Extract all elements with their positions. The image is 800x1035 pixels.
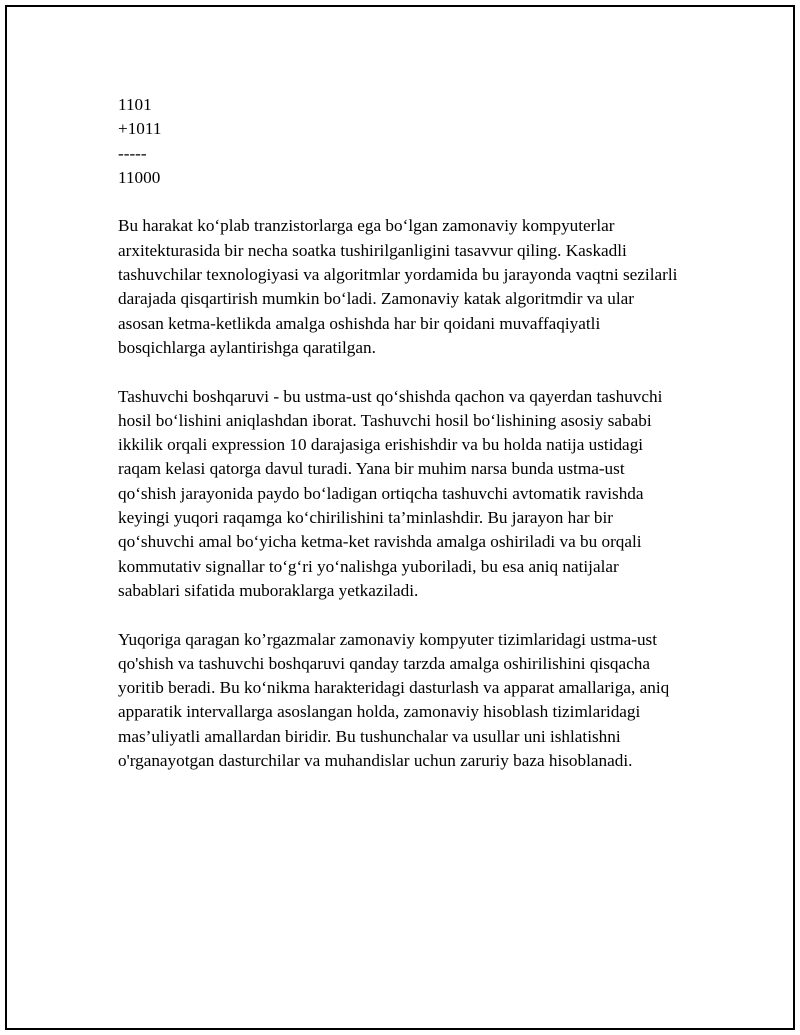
sum-divider: ----- [118, 143, 147, 163]
document-body [118, 93, 684, 798]
binary-addition-example [118, 93, 684, 190]
sum-result: 11000 [118, 167, 161, 187]
paragraph-3: Yuqoriga qaragan ko’rgazmalar zamonaviy kompyuter tizimlaridagi ustma-ust qo'shish va tashuvchi boshqaruvi qanday tarzda amalga oshirilishini qisqacha yoritib beradi. Bu ko‘nikma harakteridagi dasturlash va apparat amallariga, aniq apparatik intervallarga asoslangan holda, zamonaviy hisoblash tizimlaridagi mas’uliyatli amallardan biridir. Bu tushunchalar va usullar uni ishlatishni o'rganayotgan dasturchilar va muhandislar uchun zaruriy baza hisoblanadi. [118, 629, 670, 771]
addend-1: 1101 [118, 95, 152, 114]
addend-2: +1011 [118, 119, 162, 139]
paragraph-1: Bu harakat ko‘plab tranzistorlarga ega bo‘lgan zamonaviy kompyuterlar arxitekturasida bir necha soatka tushirilganligini tasavvur qiling. Kaskadli tashuvchilar texnologiyasi va algoritmlar yordamida bu jarayonda vaqtni sezilarli darajada qisqartirish mumkin bo‘ladi. Zamonaviy katak algoritmdir va ular asosan ketma-ketlikda amalga oshishda har bir qoidani muvaffaqiyatli bosqichlarga aylantirishga qaratilgan. [118, 216, 678, 357]
paragraph-2: Tashuvchi boshqaruvi - bu ustma-ust qo‘shishda qachon va qayerdan tashuvchi hosil bo‘lishini aniqlashdan iborat. Tashuvchi hosil bo‘lishining asosiy sababi ikkilik orqali expression 10 darajasiga erishishdir va bu holda natija ustidagi raqam kelasi qatorga davul turadi. Yana bir muhim narsa bunda ustma-ust qo‘shish jarayonida paydo bo‘ladigan ortiqcha tashuvchi avtomatik ravishda keyingi yuqori raqamga ko‘chirilishini ta’minlashdir. Bu jarayon har bir qo‘shuvchi amal bo‘yicha ketma-ket ravishda amalga oshiriladi va bu orqali kommutativ signallar to‘g‘ri yo‘nalishga yuboriladi, bu esa aniq natijalar sabablari sifatida muboraklarga yetkaziladi. [118, 386, 663, 600]
